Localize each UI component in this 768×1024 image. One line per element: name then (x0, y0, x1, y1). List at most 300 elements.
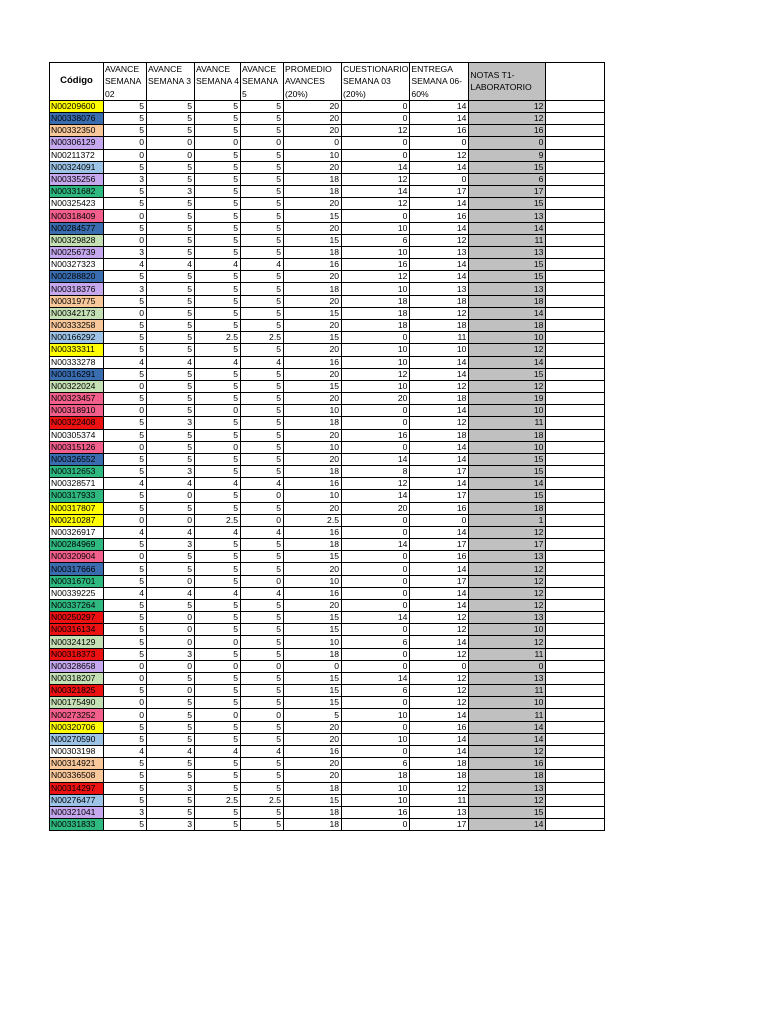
cell-avance-5[interactable]: 5 (241, 563, 284, 575)
cell-avance-5[interactable]: 5 (241, 697, 284, 709)
cell-avance-4[interactable]: 4 (195, 587, 241, 599)
cell-avance-02[interactable]: 5 (104, 161, 147, 173)
cell-avance-5[interactable]: 5 (241, 295, 284, 307)
cell-promedio[interactable]: 16 (284, 478, 342, 490)
cell-avance-5[interactable]: 5 (241, 271, 284, 283)
cell-avance-3[interactable]: 5 (147, 721, 195, 733)
cell-notas[interactable]: 12 (469, 563, 546, 575)
cell-avance-5[interactable]: 5 (241, 380, 284, 392)
cell-avance-3[interactable]: 5 (147, 307, 195, 319)
cell-promedio[interactable]: 15 (284, 794, 342, 806)
cell-cuestionario[interactable]: 16 (342, 259, 410, 271)
cell-empty[interactable] (546, 721, 605, 733)
cell-avance-3[interactable]: 5 (147, 283, 195, 295)
cell-cuestionario[interactable]: 0 (342, 100, 410, 112)
cell-empty[interactable] (546, 612, 605, 624)
cell-promedio[interactable]: 18 (284, 806, 342, 818)
cell-entrega[interactable]: 12 (410, 307, 469, 319)
cell-cuestionario[interactable]: 12 (342, 368, 410, 380)
cell-empty[interactable] (546, 551, 605, 563)
cell-empty[interactable] (546, 137, 605, 149)
cell-avance-5[interactable]: 5 (241, 612, 284, 624)
cell-avance-02[interactable]: 5 (104, 466, 147, 478)
cell-cuestionario[interactable]: 0 (342, 721, 410, 733)
cell-cuestionario[interactable]: 0 (342, 697, 410, 709)
header-avance-semana-02[interactable]: AVANCE SEMANA 02 (104, 63, 147, 101)
cell-empty[interactable] (546, 794, 605, 806)
cell-avance-3[interactable]: 5 (147, 368, 195, 380)
cell-avance-02[interactable]: 5 (104, 295, 147, 307)
cell-cuestionario[interactable]: 0 (342, 137, 410, 149)
cell-codigo[interactable]: N00284969 (50, 539, 104, 551)
cell-notas[interactable]: 0 (469, 660, 546, 672)
cell-notas[interactable]: 13 (469, 283, 546, 295)
cell-cuestionario[interactable]: 6 (342, 758, 410, 770)
cell-avance-3[interactable]: 4 (147, 259, 195, 271)
cell-avance-4[interactable]: 0 (195, 137, 241, 149)
cell-entrega[interactable]: 17 (410, 539, 469, 551)
cell-entrega[interactable]: 12 (410, 624, 469, 636)
cell-codigo[interactable]: N00328571 (50, 478, 104, 490)
cell-avance-3[interactable]: 5 (147, 393, 195, 405)
cell-entrega[interactable]: 14 (410, 733, 469, 745)
cell-avance-5[interactable]: 4 (241, 259, 284, 271)
cell-empty[interactable] (546, 441, 605, 453)
cell-avance-02[interactable]: 4 (104, 746, 147, 758)
cell-avance-4[interactable]: 5 (195, 551, 241, 563)
cell-avance-4[interactable]: 5 (195, 380, 241, 392)
cell-entrega[interactable]: 14 (410, 526, 469, 538)
cell-avance-3[interactable]: 0 (147, 575, 195, 587)
cell-avance-5[interactable]: 5 (241, 721, 284, 733)
cell-notas[interactable]: 17 (469, 539, 546, 551)
cell-codigo[interactable]: N00322024 (50, 380, 104, 392)
cell-avance-5[interactable]: 5 (241, 441, 284, 453)
cell-empty[interactable] (546, 539, 605, 551)
cell-avance-5[interactable]: 0 (241, 660, 284, 672)
cell-avance-02[interactable]: 5 (104, 113, 147, 125)
cell-promedio[interactable]: 10 (284, 490, 342, 502)
cell-avance-5[interactable]: 5 (241, 368, 284, 380)
cell-avance-02[interactable]: 5 (104, 429, 147, 441)
cell-avance-5[interactable]: 5 (241, 100, 284, 112)
cell-promedio[interactable]: 15 (284, 624, 342, 636)
header-codigo[interactable]: Código (50, 63, 104, 101)
cell-codigo[interactable]: N00175490 (50, 697, 104, 709)
cell-codigo[interactable]: N00211372 (50, 149, 104, 161)
cell-avance-02[interactable]: 0 (104, 441, 147, 453)
cell-entrega[interactable]: 17 (410, 490, 469, 502)
cell-promedio[interactable]: 15 (284, 697, 342, 709)
cell-avance-3[interactable]: 3 (147, 417, 195, 429)
cell-notas[interactable]: 14 (469, 478, 546, 490)
cell-entrega[interactable]: 12 (410, 612, 469, 624)
cell-promedio[interactable]: 18 (284, 283, 342, 295)
cell-avance-5[interactable]: 5 (241, 173, 284, 185)
cell-notas[interactable]: 12 (469, 636, 546, 648)
cell-empty[interactable] (546, 259, 605, 271)
cell-avance-5[interactable]: 5 (241, 770, 284, 782)
cell-cuestionario[interactable]: 6 (342, 636, 410, 648)
cell-entrega[interactable]: 13 (410, 246, 469, 258)
cell-avance-3[interactable]: 5 (147, 125, 195, 137)
cell-cuestionario[interactable]: 20 (342, 502, 410, 514)
cell-avance-3[interactable]: 5 (147, 599, 195, 611)
cell-avance-02[interactable]: 5 (104, 685, 147, 697)
cell-notas[interactable]: 15 (469, 198, 546, 210)
cell-avance-5[interactable]: 5 (241, 685, 284, 697)
cell-cuestionario[interactable]: 0 (342, 660, 410, 672)
cell-avance-5[interactable]: 5 (241, 466, 284, 478)
cell-empty[interactable] (546, 246, 605, 258)
cell-avance-3[interactable]: 4 (147, 478, 195, 490)
cell-notas[interactable]: 12 (469, 575, 546, 587)
cell-notas[interactable]: 14 (469, 222, 546, 234)
cell-empty[interactable] (546, 599, 605, 611)
cell-codigo[interactable]: N00288820 (50, 271, 104, 283)
cell-codigo[interactable]: N00324129 (50, 636, 104, 648)
cell-empty[interactable] (546, 417, 605, 429)
cell-promedio[interactable]: 18 (284, 466, 342, 478)
cell-avance-3[interactable]: 0 (147, 490, 195, 502)
cell-empty[interactable] (546, 222, 605, 234)
cell-empty[interactable] (546, 660, 605, 672)
cell-avance-02[interactable]: 0 (104, 709, 147, 721)
cell-avance-3[interactable]: 5 (147, 806, 195, 818)
cell-promedio[interactable]: 18 (284, 819, 342, 831)
cell-promedio[interactable]: 20 (284, 198, 342, 210)
cell-codigo[interactable]: N00331833 (50, 819, 104, 831)
cell-promedio[interactable]: 15 (284, 672, 342, 684)
cell-notas[interactable]: 15 (469, 161, 546, 173)
cell-avance-02[interactable]: 3 (104, 173, 147, 185)
cell-avance-3[interactable]: 4 (147, 356, 195, 368)
cell-cuestionario[interactable]: 12 (342, 173, 410, 185)
cell-empty[interactable] (546, 125, 605, 137)
cell-codigo[interactable]: N00321825 (50, 685, 104, 697)
cell-entrega[interactable]: 14 (410, 100, 469, 112)
cell-cuestionario[interactable]: 0 (342, 417, 410, 429)
cell-avance-3[interactable]: 5 (147, 234, 195, 246)
cell-empty[interactable] (546, 502, 605, 514)
cell-avance-3[interactable]: 5 (147, 210, 195, 222)
cell-promedio[interactable]: 18 (284, 648, 342, 660)
cell-promedio[interactable]: 15 (284, 380, 342, 392)
cell-notas[interactable]: 10 (469, 441, 546, 453)
cell-avance-02[interactable]: 5 (104, 198, 147, 210)
cell-avance-5[interactable]: 5 (241, 551, 284, 563)
cell-avance-5[interactable]: 2.5 (241, 332, 284, 344)
cell-empty[interactable] (546, 295, 605, 307)
cell-empty[interactable] (546, 198, 605, 210)
cell-avance-5[interactable]: 4 (241, 478, 284, 490)
cell-entrega[interactable]: 14 (410, 356, 469, 368)
cell-avance-5[interactable]: 5 (241, 319, 284, 331)
cell-avance-4[interactable]: 0 (195, 636, 241, 648)
cell-avance-02[interactable]: 5 (104, 575, 147, 587)
cell-empty[interactable] (546, 271, 605, 283)
cell-avance-4[interactable]: 5 (195, 186, 241, 198)
cell-notas[interactable]: 13 (469, 612, 546, 624)
cell-avance-5[interactable]: 5 (241, 733, 284, 745)
cell-codigo[interactable]: N00316134 (50, 624, 104, 636)
cell-entrega[interactable]: 12 (410, 672, 469, 684)
cell-codigo[interactable]: N00332350 (50, 125, 104, 137)
cell-avance-3[interactable]: 5 (147, 344, 195, 356)
cell-codigo[interactable]: N00335256 (50, 173, 104, 185)
cell-empty[interactable] (546, 806, 605, 818)
cell-avance-02[interactable]: 4 (104, 526, 147, 538)
cell-promedio[interactable]: 20 (284, 429, 342, 441)
cell-avance-5[interactable]: 5 (241, 186, 284, 198)
cell-entrega[interactable]: 12 (410, 380, 469, 392)
cell-avance-4[interactable]: 5 (195, 113, 241, 125)
cell-avance-02[interactable]: 0 (104, 380, 147, 392)
cell-cuestionario[interactable]: 10 (342, 246, 410, 258)
cell-entrega[interactable]: 14 (410, 746, 469, 758)
cell-notas[interactable]: 13 (469, 246, 546, 258)
cell-codigo[interactable]: N00322408 (50, 417, 104, 429)
cell-cuestionario[interactable]: 10 (342, 283, 410, 295)
cell-codigo[interactable]: N00336508 (50, 770, 104, 782)
cell-avance-3[interactable]: 0 (147, 685, 195, 697)
cell-avance-3[interactable]: 5 (147, 502, 195, 514)
cell-codigo[interactable]: N00316701 (50, 575, 104, 587)
cell-avance-02[interactable]: 5 (104, 721, 147, 733)
cell-avance-02[interactable]: 5 (104, 393, 147, 405)
cell-empty[interactable] (546, 307, 605, 319)
cell-avance-4[interactable]: 5 (195, 453, 241, 465)
cell-avance-3[interactable]: 5 (147, 113, 195, 125)
cell-cuestionario[interactable]: 18 (342, 319, 410, 331)
cell-avance-3[interactable]: 0 (147, 624, 195, 636)
cell-avance-4[interactable]: 5 (195, 612, 241, 624)
cell-avance-5[interactable]: 5 (241, 453, 284, 465)
cell-avance-5[interactable]: 0 (241, 490, 284, 502)
cell-avance-4[interactable]: 0 (195, 660, 241, 672)
cell-empty[interactable] (546, 356, 605, 368)
cell-promedio[interactable]: 15 (284, 685, 342, 697)
cell-avance-5[interactable]: 5 (241, 672, 284, 684)
cell-avance-3[interactable]: 0 (147, 612, 195, 624)
cell-avance-02[interactable]: 0 (104, 660, 147, 672)
cell-cuestionario[interactable]: 14 (342, 539, 410, 551)
cell-avance-4[interactable]: 4 (195, 478, 241, 490)
cell-avance-4[interactable]: 5 (195, 100, 241, 112)
cell-promedio[interactable]: 16 (284, 526, 342, 538)
cell-codigo[interactable]: N00339225 (50, 587, 104, 599)
cell-avance-02[interactable]: 3 (104, 283, 147, 295)
cell-avance-5[interactable]: 5 (241, 648, 284, 660)
cell-cuestionario[interactable]: 20 (342, 393, 410, 405)
cell-promedio[interactable]: 20 (284, 344, 342, 356)
cell-avance-3[interactable]: 3 (147, 819, 195, 831)
cell-codigo[interactable]: N00314297 (50, 782, 104, 794)
cell-avance-02[interactable]: 5 (104, 502, 147, 514)
cell-notas[interactable]: 16 (469, 758, 546, 770)
cell-empty[interactable] (546, 149, 605, 161)
cell-codigo[interactable]: N00318910 (50, 405, 104, 417)
cell-promedio[interactable]: 18 (284, 782, 342, 794)
cell-entrega[interactable]: 18 (410, 295, 469, 307)
cell-avance-4[interactable]: 5 (195, 758, 241, 770)
cell-avance-4[interactable]: 5 (195, 125, 241, 137)
cell-codigo[interactable]: N00250297 (50, 612, 104, 624)
cell-empty[interactable] (546, 113, 605, 125)
cell-notas[interactable]: 14 (469, 733, 546, 745)
cell-avance-4[interactable]: 5 (195, 502, 241, 514)
cell-notas[interactable]: 16 (469, 125, 546, 137)
cell-avance-02[interactable]: 5 (104, 539, 147, 551)
header-entrega[interactable]: ENTREGA SEMANA 06- 60% (410, 63, 469, 101)
cell-avance-02[interactable]: 3 (104, 806, 147, 818)
cell-avance-5[interactable]: 5 (241, 344, 284, 356)
cell-entrega[interactable]: 12 (410, 697, 469, 709)
cell-cuestionario[interactable]: 14 (342, 186, 410, 198)
cell-notas[interactable]: 12 (469, 587, 546, 599)
cell-avance-3[interactable]: 3 (147, 782, 195, 794)
cell-avance-3[interactable]: 3 (147, 466, 195, 478)
cell-avance-3[interactable]: 5 (147, 319, 195, 331)
cell-promedio[interactable]: 10 (284, 405, 342, 417)
cell-promedio[interactable]: 20 (284, 161, 342, 173)
header-notas-t1[interactable]: NOTAS T1- LABORATORIO (469, 63, 546, 101)
cell-avance-02[interactable]: 0 (104, 234, 147, 246)
cell-codigo[interactable]: N00256739 (50, 246, 104, 258)
cell-avance-4[interactable]: 5 (195, 697, 241, 709)
cell-avance-02[interactable]: 5 (104, 222, 147, 234)
cell-empty[interactable] (546, 210, 605, 222)
cell-entrega[interactable]: 14 (410, 709, 469, 721)
header-cuestionario[interactable]: CUESTIONARIO SEMANA 03 (20%) (343, 64, 409, 99)
cell-empty[interactable] (546, 770, 605, 782)
cell-empty[interactable] (546, 514, 605, 526)
cell-avance-4[interactable]: 5 (195, 210, 241, 222)
cell-avance-4[interactable]: 5 (195, 819, 241, 831)
cell-cuestionario[interactable]: 0 (342, 551, 410, 563)
cell-entrega[interactable]: 16 (410, 551, 469, 563)
cell-notas[interactable]: 15 (469, 490, 546, 502)
cell-empty[interactable] (546, 746, 605, 758)
cell-avance-5[interactable]: 5 (241, 125, 284, 137)
cell-empty[interactable] (546, 672, 605, 684)
cell-avance-3[interactable]: 0 (147, 137, 195, 149)
cell-notas[interactable]: 14 (469, 356, 546, 368)
cell-entrega[interactable]: 14 (410, 368, 469, 380)
cell-avance-02[interactable]: 5 (104, 563, 147, 575)
cell-promedio[interactable]: 0 (284, 137, 342, 149)
cell-avance-4[interactable]: 5 (195, 770, 241, 782)
cell-entrega[interactable]: 0 (410, 137, 469, 149)
cell-promedio[interactable]: 20 (284, 502, 342, 514)
cell-cuestionario[interactable]: 0 (342, 405, 410, 417)
cell-avance-4[interactable]: 5 (195, 563, 241, 575)
cell-cuestionario[interactable]: 10 (342, 344, 410, 356)
cell-entrega[interactable]: 13 (410, 283, 469, 295)
cell-cuestionario[interactable]: 0 (342, 587, 410, 599)
cell-avance-02[interactable]: 0 (104, 405, 147, 417)
cell-empty[interactable] (546, 344, 605, 356)
cell-avance-4[interactable]: 5 (195, 319, 241, 331)
cell-cuestionario[interactable]: 14 (342, 672, 410, 684)
cell-cuestionario[interactable]: 0 (342, 746, 410, 758)
cell-entrega[interactable]: 18 (410, 429, 469, 441)
cell-empty[interactable] (546, 478, 605, 490)
cell-promedio[interactable]: 18 (284, 186, 342, 198)
cell-avance-02[interactable]: 5 (104, 186, 147, 198)
cell-avance-5[interactable]: 4 (241, 746, 284, 758)
cell-codigo[interactable]: N00321041 (50, 806, 104, 818)
cell-avance-5[interactable]: 4 (241, 356, 284, 368)
cell-empty[interactable] (546, 393, 605, 405)
cell-avance-02[interactable]: 5 (104, 100, 147, 112)
cell-avance-3[interactable]: 4 (147, 746, 195, 758)
cell-notas[interactable]: 15 (469, 259, 546, 271)
cell-cuestionario[interactable]: 10 (342, 222, 410, 234)
cell-avance-3[interactable]: 5 (147, 198, 195, 210)
header-avance-semana-4[interactable]: AVANCE SEMANA 4 (195, 63, 241, 101)
cell-avance-5[interactable]: 5 (241, 782, 284, 794)
cell-empty[interactable] (546, 368, 605, 380)
cell-avance-3[interactable]: 5 (147, 697, 195, 709)
cell-avance-02[interactable]: 0 (104, 307, 147, 319)
cell-avance-5[interactable]: 5 (241, 198, 284, 210)
cell-avance-3[interactable]: 4 (147, 587, 195, 599)
cell-avance-5[interactable]: 5 (241, 806, 284, 818)
cell-cuestionario[interactable]: 0 (342, 441, 410, 453)
cell-entrega[interactable]: 14 (410, 259, 469, 271)
cell-empty[interactable] (546, 819, 605, 831)
cell-avance-4[interactable]: 5 (195, 599, 241, 611)
cell-avance-4[interactable]: 5 (195, 685, 241, 697)
cell-codigo[interactable]: N00329828 (50, 234, 104, 246)
cell-codigo[interactable]: N00318376 (50, 283, 104, 295)
cell-avance-4[interactable]: 5 (195, 161, 241, 173)
cell-codigo[interactable]: N00315126 (50, 441, 104, 453)
cell-avance-5[interactable]: 5 (241, 234, 284, 246)
cell-codigo[interactable]: N00338076 (50, 113, 104, 125)
cell-promedio[interactable]: 15 (284, 307, 342, 319)
cell-avance-02[interactable]: 5 (104, 368, 147, 380)
header-avance-semana-5[interactable]: AVANCE SEMANA 5 (241, 63, 284, 101)
cell-avance-5[interactable]: 5 (241, 222, 284, 234)
cell-empty[interactable] (546, 563, 605, 575)
cell-entrega[interactable]: 12 (410, 149, 469, 161)
cell-avance-3[interactable]: 5 (147, 563, 195, 575)
cell-avance-02[interactable]: 0 (104, 551, 147, 563)
cell-avance-3[interactable]: 5 (147, 380, 195, 392)
cell-avance-4[interactable]: 5 (195, 307, 241, 319)
cell-avance-4[interactable]: 5 (195, 672, 241, 684)
cell-entrega[interactable]: 14 (410, 636, 469, 648)
cell-avance-4[interactable]: 5 (195, 490, 241, 502)
cell-promedio[interactable]: 10 (284, 636, 342, 648)
cell-avance-02[interactable]: 5 (104, 332, 147, 344)
cell-avance-3[interactable]: 5 (147, 161, 195, 173)
cell-avance-02[interactable]: 5 (104, 794, 147, 806)
cell-avance-3[interactable]: 5 (147, 453, 195, 465)
cell-avance-5[interactable]: 5 (241, 246, 284, 258)
cell-cuestionario[interactable]: 6 (342, 234, 410, 246)
cell-avance-4[interactable]: 5 (195, 539, 241, 551)
cell-entrega[interactable]: 17 (410, 819, 469, 831)
cell-entrega[interactable]: 14 (410, 478, 469, 490)
cell-codigo[interactable]: N00306129 (50, 137, 104, 149)
cell-avance-02[interactable]: 0 (104, 210, 147, 222)
cell-cuestionario[interactable]: 10 (342, 794, 410, 806)
cell-notas[interactable]: 12 (469, 380, 546, 392)
cell-avance-4[interactable]: 5 (195, 149, 241, 161)
